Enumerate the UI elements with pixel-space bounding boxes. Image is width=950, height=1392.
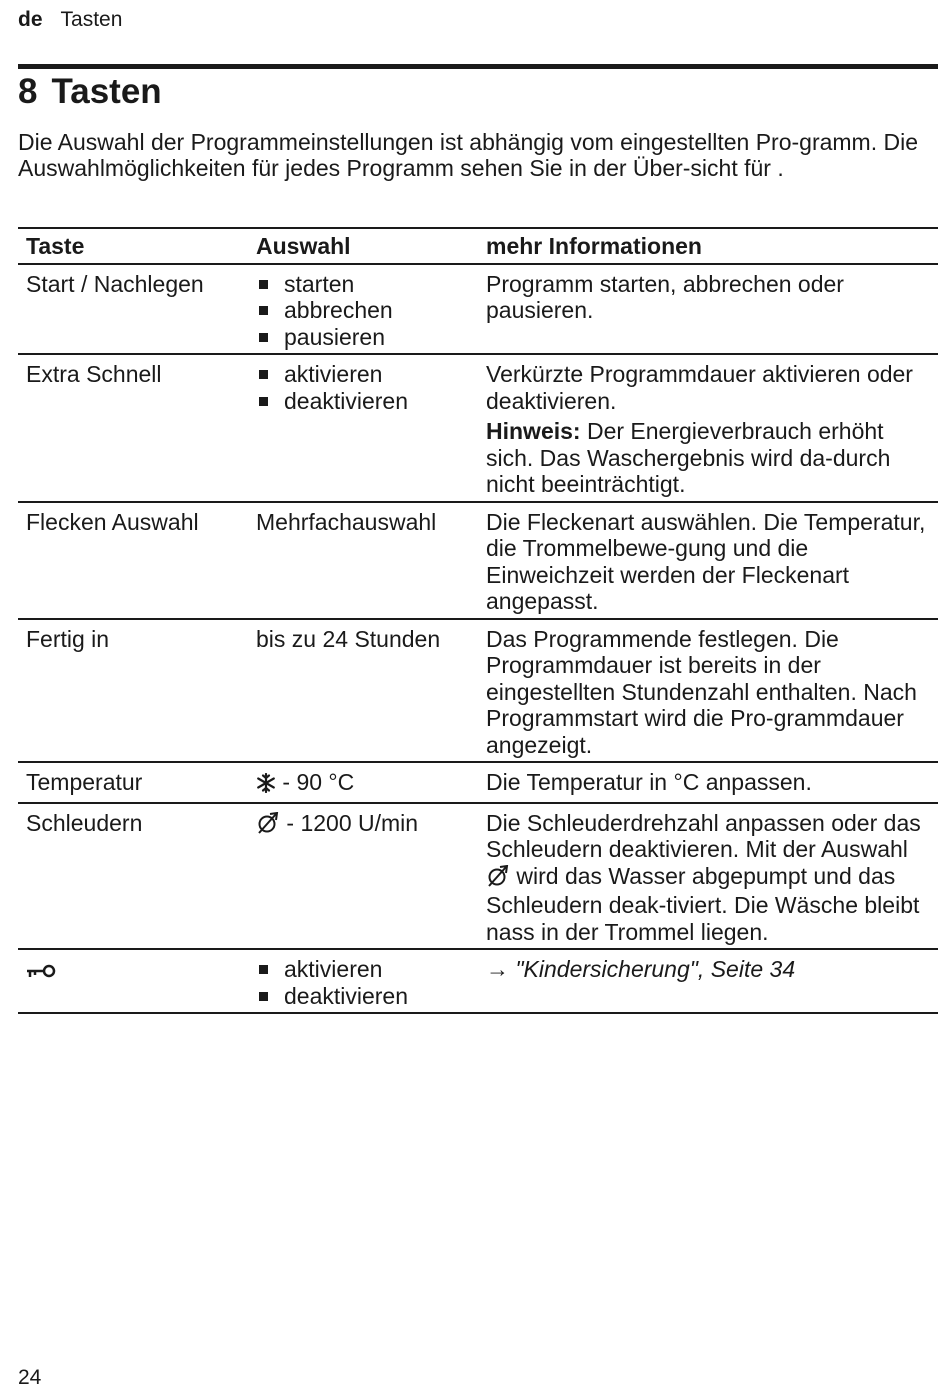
temperature-range: - 90 °C	[276, 769, 355, 795]
table-row	[18, 502, 938, 619]
taste-cell: Temperatur	[18, 762, 248, 803]
auswahl-cell	[248, 762, 478, 803]
hint-label: Hinweis:	[486, 418, 581, 444]
buttons-table	[18, 227, 938, 1014]
info-cell: Die Temperatur in °C anpassen.	[478, 762, 938, 803]
child-lock-key-icon	[26, 959, 56, 986]
auswahl-cell	[248, 803, 478, 950]
info-text: wird das Wasser abgepumpt und das Schleudern deak-tiviert. Die Wäsche bleibt nass in der Trommel liegen.	[486, 862, 920, 945]
info-cell: Das Programmende festlegen. Die Programmdauer ist bereits in der eingestellten Stundenzahl enthalten. Nach Programmstart wird die Pro-grammdauer angezeigt.	[478, 619, 938, 763]
taste-cell: Flecken Auswahl	[18, 502, 248, 619]
auswahl-cell	[248, 949, 478, 1013]
column-header-auswahl: Auswahl	[248, 228, 478, 264]
running-header-section: Tasten	[60, 8, 123, 31]
option-list	[256, 956, 470, 1009]
intro-paragraph: Die Auswahl der Programmeinstellungen ist abhängig vom eingestellten Pro-gramm. Die Auswahlmöglichkeiten für jedes Programm sehen Sie in der Über-sicht für .	[18, 129, 918, 181]
list-item: deaktivieren	[256, 388, 470, 415]
auswahl-cell	[248, 354, 478, 502]
cross-reference-link[interactable]: "Kindersicherung", Seite 34	[509, 956, 796, 982]
list-item: abbrechen	[256, 297, 470, 324]
list-item: deaktivieren	[256, 983, 470, 1010]
table-row	[18, 264, 938, 355]
page-number: 24	[18, 1366, 42, 1389]
option-list	[256, 361, 470, 414]
chapter-title: Tasten	[51, 72, 162, 111]
info-cell: Die Fleckenart auswählen. Die Temperatur, die Trommelbewe-gung und die Einweichzeit werden der Fleckenart angepasst.	[478, 502, 938, 619]
no-spin-icon	[256, 812, 280, 840]
info-cell	[478, 949, 938, 1013]
table-row	[18, 762, 938, 803]
info-text: Verkürzte Programmdauer aktivieren oder deaktivieren.	[486, 361, 913, 414]
info-text: Die Schleuderdrehzahl anpassen oder das Schleudern deaktivieren. Mit der Auswahl	[486, 809, 921, 862]
column-header-taste: Taste	[18, 228, 248, 264]
table-row	[18, 803, 938, 950]
info-cell	[478, 803, 938, 950]
chapter-rule	[18, 64, 938, 69]
table-row	[18, 619, 938, 763]
table-header-row	[18, 228, 938, 264]
taste-cell: Fertig in	[18, 619, 248, 763]
taste-cell: Extra Schnell	[18, 354, 248, 502]
language-code: de	[18, 8, 43, 31]
table-row	[18, 949, 938, 1013]
running-header	[18, 8, 122, 32]
hint-note	[486, 418, 930, 498]
spin-range: - 1200 U/min	[280, 809, 419, 836]
chapter-heading	[18, 72, 162, 112]
list-item: aktivieren	[256, 361, 470, 388]
option-list	[256, 271, 470, 351]
info-cell: Programm starten, abbrechen oder pausieren.	[478, 264, 938, 355]
column-header-info: mehr Informationen	[478, 228, 938, 264]
no-spin-icon	[486, 865, 510, 893]
taste-cell: Schleudern	[18, 803, 248, 950]
list-item: aktivieren	[256, 956, 470, 983]
auswahl-cell	[248, 264, 478, 355]
hint-text: Der Energieverbrauch erhöht sich. Das Waschergebnis wird da-durch nicht beeinträchtigt.	[486, 418, 891, 497]
taste-cell	[18, 949, 248, 1013]
list-item: starten	[256, 271, 470, 298]
auswahl-cell: bis zu 24 Stunden	[248, 619, 478, 763]
chapter-number: 8	[18, 72, 38, 111]
auswahl-cell: Mehrfachauswahl	[248, 502, 478, 619]
list-item: pausieren	[256, 324, 470, 351]
info-cell	[478, 354, 938, 502]
table-row	[18, 354, 938, 502]
taste-cell: Start / Nachlegen	[18, 264, 248, 355]
snowflake-icon	[256, 772, 276, 799]
arrow-icon: →	[486, 956, 509, 982]
